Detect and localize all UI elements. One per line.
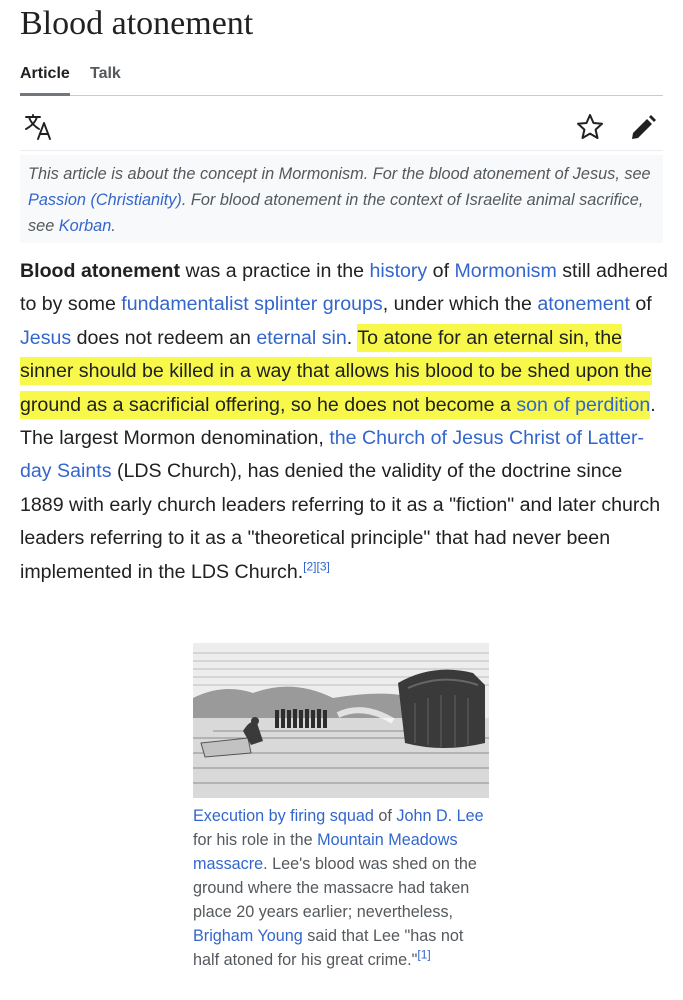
lead-text: . — [346, 326, 358, 349]
lead-text: , under which the — [382, 293, 538, 316]
figure — [193, 643, 493, 972]
language-icon[interactable] — [24, 112, 54, 142]
hatnote-text: . For blood atonement in the context of Israelite animal sacrifice, see — [28, 191, 644, 235]
lead-text: of — [629, 293, 652, 316]
link-korban[interactable]: Korban — [58, 217, 112, 235]
caption-text: for his role in the — [193, 831, 318, 849]
hatnote-text: . — [111, 217, 116, 235]
link-eternal-sin[interactable]: eternal sin — [256, 326, 347, 349]
link-history[interactable]: history — [369, 260, 428, 282]
link-fundamentalist-splinter-groups[interactable]: fundamentalist splinter groups — [121, 293, 383, 316]
lead-text: was a practice in the — [180, 260, 370, 282]
link-mormonism[interactable]: Mormonism — [454, 260, 557, 282]
citation-3[interactable]: [3] — [316, 559, 330, 574]
page-tabs — [20, 64, 663, 96]
caption-text: of — [373, 807, 397, 825]
lead-text: (LDS Church), has denied the validity of the doctrine since 1889 with early church leaders referring to it as a "fiction" and later church leaders referring to it as a "theoretical principle" that had never been implemented in the LDS Church. — [20, 460, 661, 583]
hatnote-text: This article is about the concept in Mormonism. For the blood atonement of Jesus, see — [28, 165, 651, 183]
lead-text: does not redeem an — [71, 326, 257, 349]
lead-text: still adhered to by some — [20, 260, 668, 316]
caption-text: . Lee's blood was shed on the ground where the massacre had taken place 20 years earlier; nevertheless, — [193, 855, 477, 921]
citation-1[interactable]: [1] — [417, 947, 431, 962]
page-title: Blood atonement — [20, 5, 254, 42]
figure-caption — [193, 804, 488, 972]
lead-paragraph — [20, 255, 670, 589]
highlighted-text: To atone for an eternal sin, the sinner should be killed in a way that allows his blood to be shed upon the ground as a sacrificial offering, so he does not become a — [20, 324, 652, 419]
citation-2[interactable]: [2] — [303, 559, 317, 574]
link-son-of-perdition[interactable]: son of perdition — [516, 391, 650, 419]
link-brigham-young[interactable]: Brigham Young — [193, 927, 303, 945]
page-actions-toolbar — [20, 104, 663, 151]
link-passion-christianity[interactable]: Passion (Christianity) — [28, 191, 182, 209]
caption-text: said that Lee "has not half atoned for his great crime." — [193, 927, 464, 969]
execution-engraving-image[interactable] — [193, 643, 489, 798]
pencil-edit-icon[interactable] — [628, 112, 658, 142]
hatnote — [20, 155, 663, 243]
link-mountain-meadows-massacre[interactable]: Mountain Meadows massacre — [193, 831, 458, 873]
link-atonement[interactable]: atonement — [537, 293, 630, 316]
tab-talk[interactable]: Talk — [90, 65, 121, 82]
lead-bold-term: Blood atonement — [20, 260, 181, 282]
link-john-d-lee[interactable]: John D. Lee — [396, 807, 484, 825]
lead-text: of — [427, 260, 455, 282]
lead-text: . The largest Mormon denomination, — [20, 393, 656, 450]
link-jesus[interactable]: Jesus — [20, 326, 72, 349]
star-icon[interactable] — [575, 112, 605, 142]
tab-article[interactable]: Article — [20, 64, 70, 96]
link-execution-by-firing-squad[interactable]: Execution by firing squad — [193, 807, 374, 825]
link-lds-church[interactable]: the Church of Jesus Christ of Latter-day Saints — [20, 427, 645, 483]
